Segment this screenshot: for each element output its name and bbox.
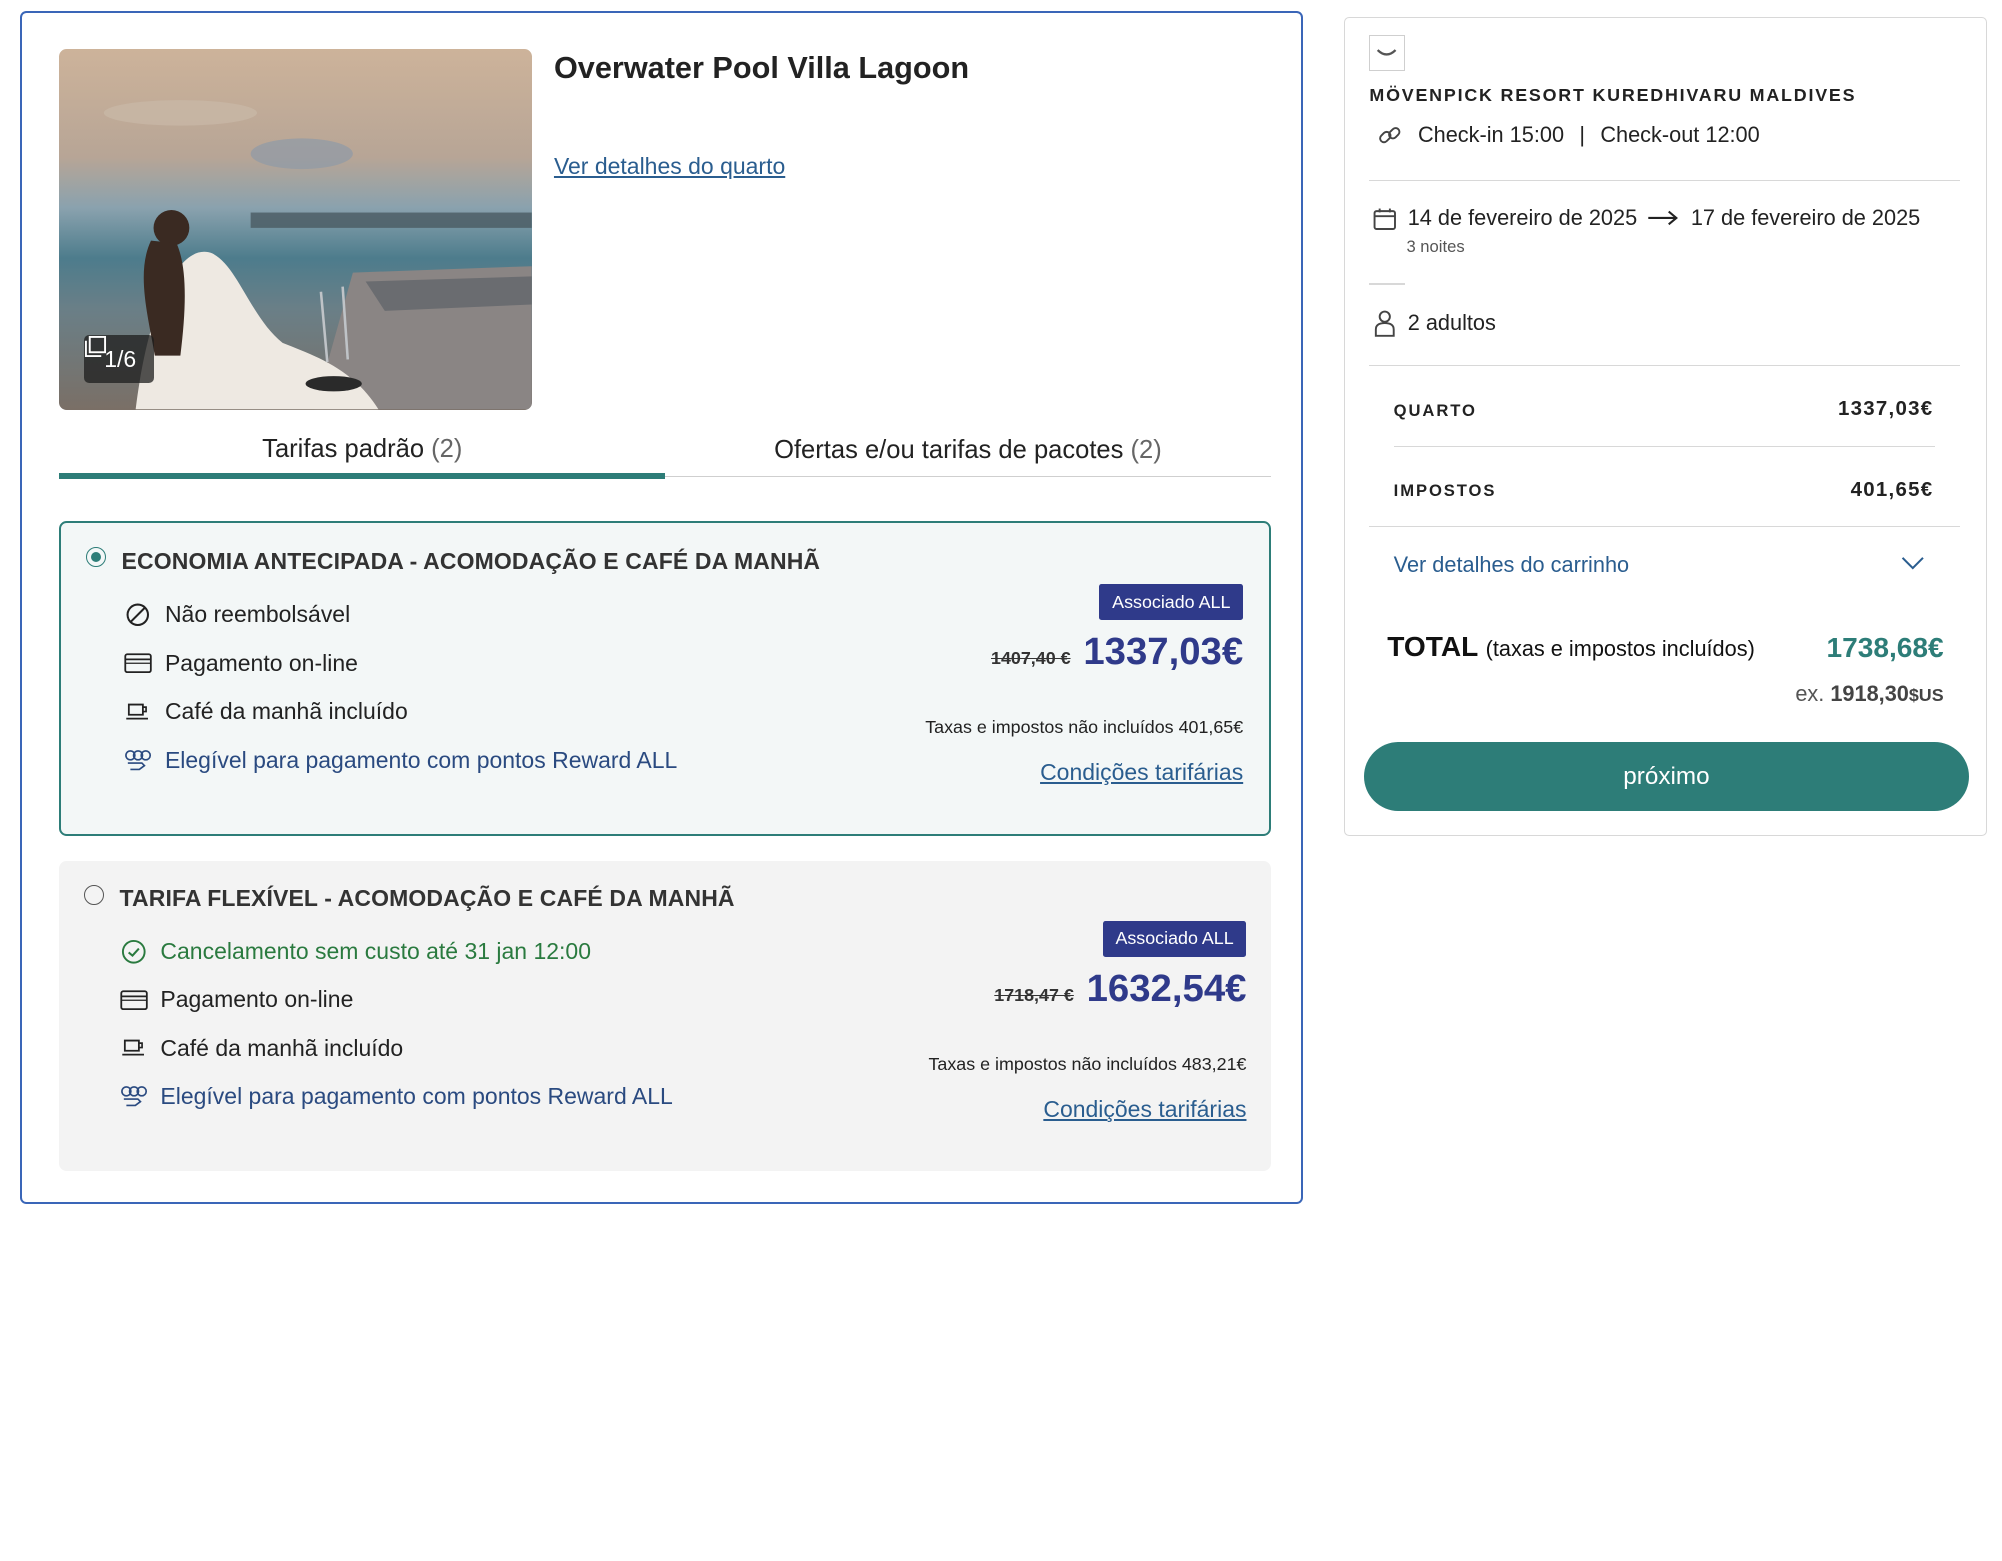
tax-cost-label: IMPOSTOS [1393,481,1497,501]
room-card [20,11,1303,1203]
feature-label: Pagamento on-line [164,649,358,676]
tax-note: Taxas e impostos não incluídos 401,65€ [925,716,1244,737]
room-title: Overwater Pool Villa Lagoon [553,50,970,85]
divider [1369,526,1959,527]
feature-breakfast [124,698,408,726]
feature-label: Não reembolsável [164,601,351,628]
room-details-link[interactable]: Ver detalhes do quarto [553,152,786,179]
feature-reward-points [124,746,677,774]
credit-card-icon [124,649,152,677]
tab-packages[interactable] [665,424,1271,478]
rate-conditions-link[interactable]: Condições tarifárias [1040,759,1244,786]
feature-label: Café da manhã incluído [160,1034,404,1061]
feature-online-payment [124,649,358,677]
rate-conditions-link[interactable]: Condições tarifárias [1043,1095,1247,1122]
tax-note: Taxas e impostos não incluídos 483,21€ [928,1053,1247,1074]
checkout-time: Check-out 12:00 [1600,122,1760,148]
credit-card-icon [120,986,148,1014]
feature-label: Elegível para pagamento com pontos Reward ALL [160,1083,673,1110]
gallery-icon [84,335,107,358]
check-circle-icon [120,937,148,965]
feature-label: Café da manhã incluído [164,698,408,725]
rate-option-early-saver[interactable] [59,521,1270,837]
divider [1369,180,1959,181]
feature-online-payment [120,986,354,1014]
calendar-icon [1372,206,1398,232]
divider [1394,446,1936,447]
coffee-cup-icon [124,698,152,726]
arrow-right-icon [1647,209,1680,227]
hotel-name: MÖVENPICK RESORT KUREDHIVARU MALDIVES [1369,85,1857,106]
photo-counter-label: 1/6 [104,345,137,372]
rate-option-flexible[interactable] [59,861,1270,1171]
total-label-text: TOTAL [1387,630,1478,662]
price-row [991,630,1243,674]
room-cost-value: 1337,03€ [1837,397,1934,421]
divider [1369,283,1405,284]
coffee-cup-icon [120,1034,148,1062]
tab-standard-rates[interactable] [59,422,665,476]
total-usd-value: 1918,30 [1830,680,1909,706]
person-icon [1372,309,1398,337]
no-refund-icon [124,601,152,629]
rate-radio-early-saver[interactable] [86,547,106,567]
rate-title: TARIFA FLEXÍVEL - ACOMODAÇÃO E CAFÉ DA MANHÃ [119,884,735,911]
total-label-note: (taxas e impostos incluídos) [1485,635,1755,661]
rate-price: 1632,54€ [1086,966,1247,1010]
member-badge: Associado ALL [1103,921,1247,957]
room-photo[interactable] [59,49,532,409]
rate-radio-flexible[interactable] [84,885,104,905]
link-icon [1377,123,1403,149]
feature-label: Cancelamento sem custo até 31 jan 12:00 [160,937,591,964]
guests [1372,309,1496,337]
next-button[interactable]: próximo [1364,742,1968,811]
price-row [994,967,1246,1011]
rate-tabs [59,422,1270,477]
feature-label: Elegível para pagamento com pontos Reward ALL [164,746,678,773]
total-usd-currency: $US [1908,684,1944,705]
feature-reward-points [120,1083,673,1111]
old-price: 1407,40 € [991,648,1071,669]
tab-packages-label: Ofertas e/ou tarifas de pacotes [774,435,1124,464]
old-price: 1718,47 € [994,984,1074,1005]
total-usd-prefix: ex. [1795,680,1825,706]
feature-non-refundable [124,601,350,629]
booking-summary [1344,17,1987,836]
checkin-separator: | [1579,122,1586,148]
date-from: 14 de fevereiro de 2025 [1407,205,1638,231]
total-value: 1738,68€ [1826,632,1944,664]
rate-title: ECONOMIA ANTECIPADA - ACOMODAÇÃO E CAFÉ DA MANHÃ [121,548,821,575]
chevron-down-icon[interactable] [1900,554,1926,572]
feature-label: Pagamento on-line [160,986,354,1013]
cart-details-link[interactable]: Ver detalhes do carrinho [1393,551,1630,577]
photo-counter[interactable] [84,335,154,382]
tab-packages-count: (2) [1130,435,1162,464]
tab-standard-rates-count: (2) [431,434,463,463]
guests-label: 2 adultos [1407,309,1496,335]
tax-cost-value: 401,65€ [1850,477,1934,501]
checkin-time: Check-in 15:00 [1417,122,1565,148]
tab-standard-rates-label: Tarifas padrão [262,434,425,463]
member-badge: Associado ALL [1099,584,1243,620]
checkin-checkout [1377,122,1760,148]
total-label [1387,631,1755,663]
reward-points-icon [120,1083,148,1111]
reward-points-icon [124,746,152,774]
room-cost-label: QUARTO [1393,400,1477,420]
total-usd [1795,681,1943,707]
divider [1369,365,1959,366]
hotel-logo [1369,35,1405,71]
feature-free-cancellation [120,937,591,965]
date-to: 17 de fevereiro de 2025 [1690,205,1921,231]
nights-count: 3 noites [1406,237,1465,257]
feature-breakfast [120,1034,404,1062]
rate-price: 1337,03€ [1083,630,1244,674]
stay-dates [1372,205,1920,231]
